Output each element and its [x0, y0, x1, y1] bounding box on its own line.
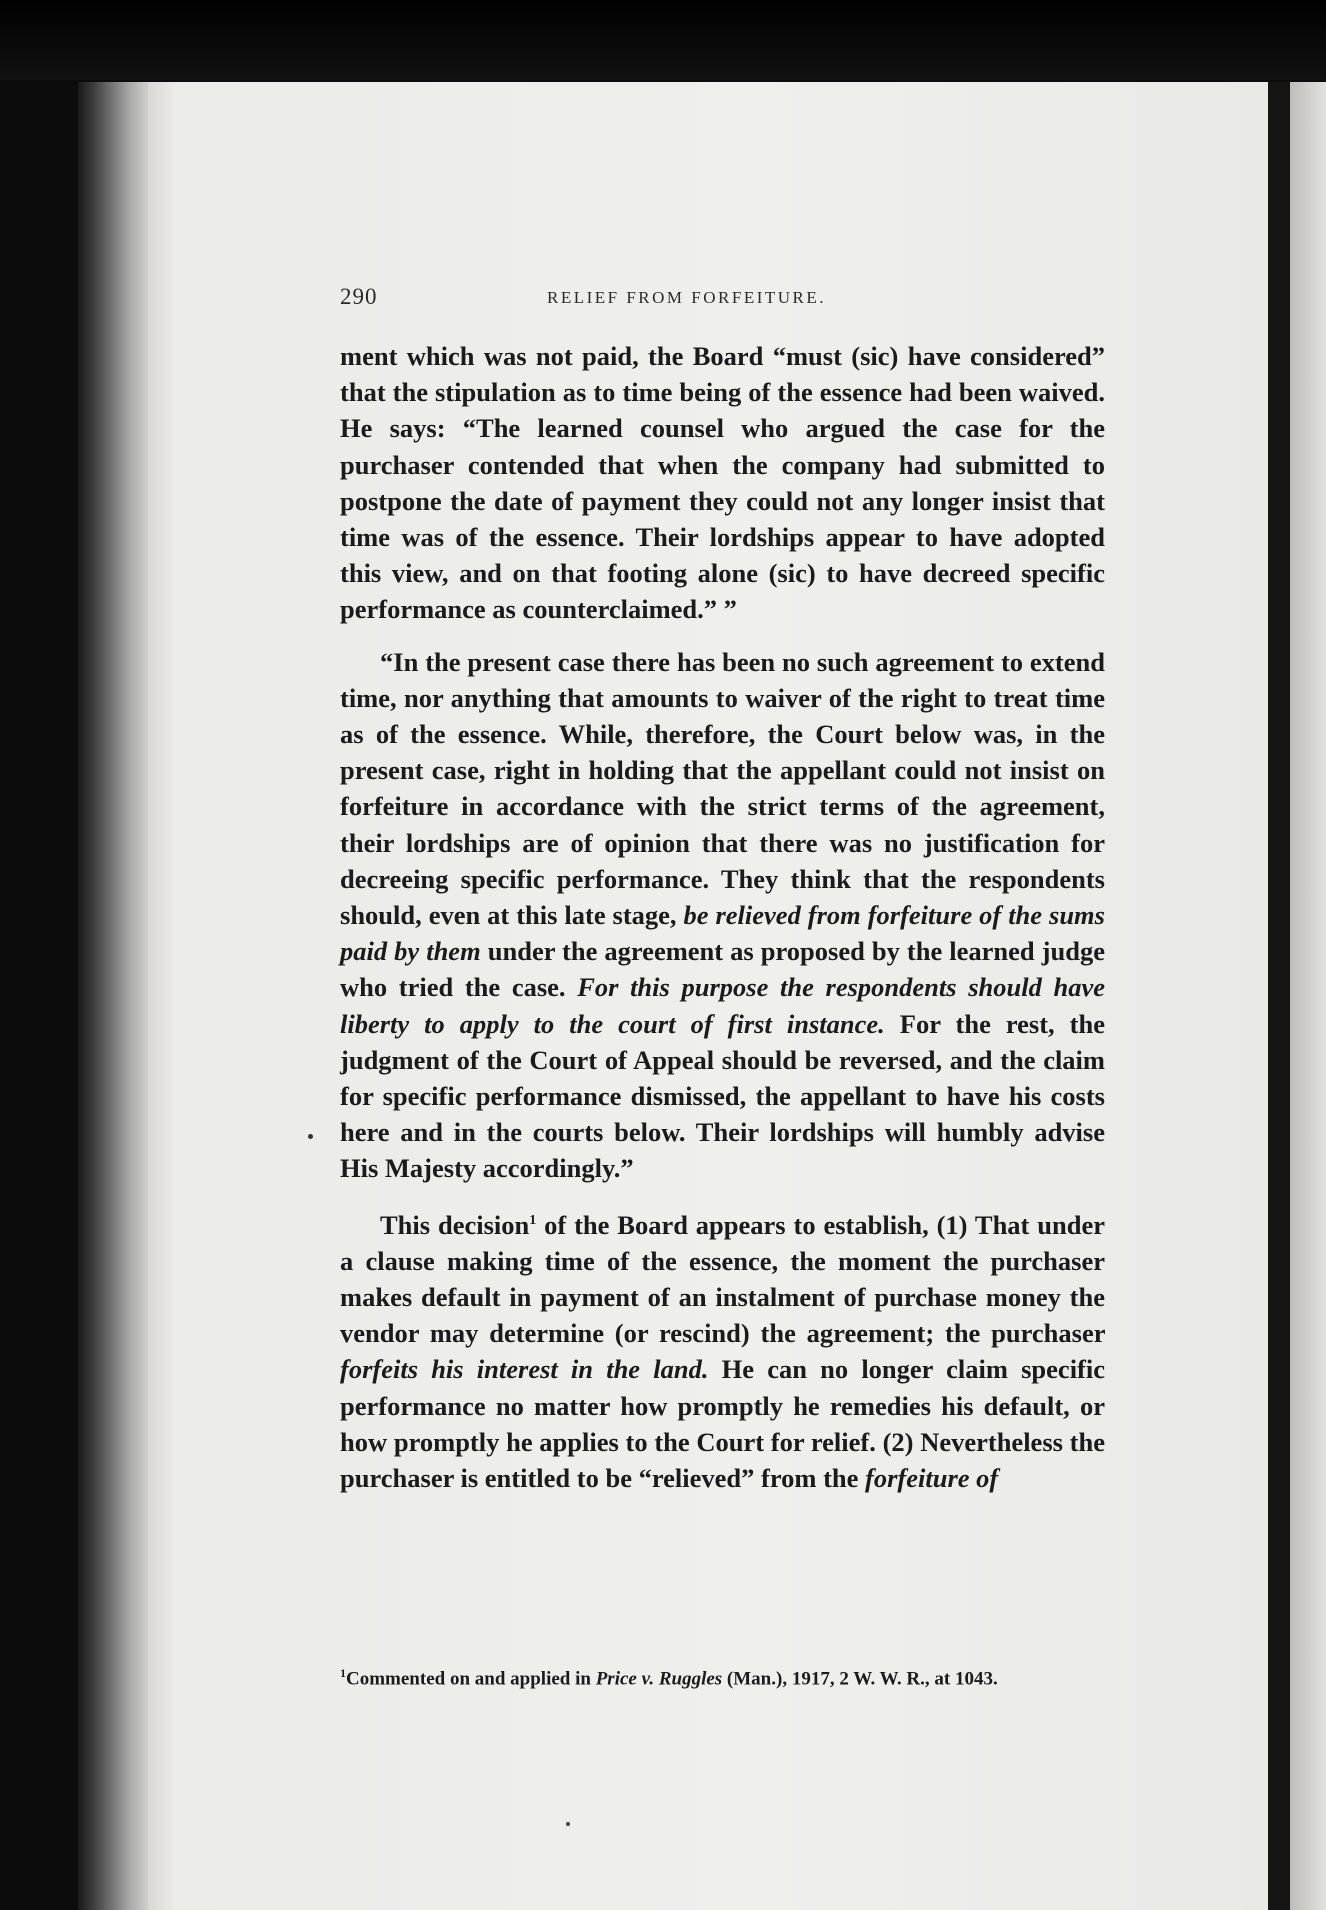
paragraph-3-italic-2: forfeiture of — [865, 1462, 999, 1493]
page-edge-shadow — [1268, 82, 1290, 1910]
paragraph-3-italic-1: forfeits his interest in the land. — [340, 1354, 709, 1385]
body-text — [340, 338, 1105, 1496]
paragraph-2-italic-1: be relieved from forfeiture of the sums paid by them — [340, 900, 1105, 967]
paragraph-3-text-a: This decision — [380, 1209, 530, 1240]
running-title: RELIEF FROM FORFEITURE. — [547, 288, 826, 307]
bottom-dot — [566, 1822, 570, 1826]
paragraph-3-text-c: He can no longer claim specific performance no matter how promptly he remedies his default, or how promptly he applies to the Court for relief. (2) Nevertheless the purchaser is entitled to be “relieved” from the — [340, 1354, 1106, 1493]
paragraph-2-text-c: For the rest, the judgment of the Court of Appeal should be reversed, and the claim for specific performance dismissed, the appellant to have his costs here and in the courts below. Their lordships will humbly advise His Majesty accordingly.” — [340, 1008, 1105, 1184]
running-head — [340, 284, 1140, 314]
footnote-reference: 1 — [529, 1212, 537, 1228]
paragraph-1-text: ment which was not paid, the Board “must (sic) have considered” that the stipulation as to time being of the essence had been waived. He says: “The learned counsel who argued the case for the purchaser contended that when the company had submitted to postpone the date of payment they could not any longer insist that time was of the essence. Their lordships appear to have adopted this view, and on that footing alone (sic) to have decreed specific performance as counterclaimed.” ” — [340, 341, 1105, 625]
paragraph-2 — [340, 644, 1105, 1187]
footnote-text-b: (Man.), 1917, 2 W. W. R., at 1043. — [726, 1668, 998, 1690]
scan-top-shadow — [0, 0, 1326, 80]
footnote-text-a: Commented on and applied in — [346, 1668, 591, 1690]
page-number: 290 — [340, 284, 378, 309]
footnote — [340, 1660, 1105, 1692]
paragraph-2-text-a: “In the present case there has been no such agreement to extend time, nor anything that amounts to waiver of the right to treat time as of the essence. While, therefore, the Court below was, in the present case, right in holding that the appellant could not insist on forfeiture in accordance with the strict terms of the agreement, their lordships are of opinion that there was no justification for decreeing specific performance. They think that the respondents should, even at this late stage, — [340, 646, 1105, 931]
paragraph-1 — [340, 338, 1105, 628]
paragraph-2-italic-2: For this purpose the respondents should have liberty to apply to the court of first instance. — [340, 972, 1105, 1039]
margin-dot — [308, 1134, 313, 1139]
adjacent-page-edge — [1290, 82, 1326, 1910]
footnote-case-name: Price v. Ruggles — [595, 1668, 723, 1690]
paragraph-3 — [340, 1203, 1105, 1496]
paragraph-2-text-b: under the agreement as proposed by the learned judge who tried the case. — [340, 936, 1105, 1003]
paragraph-3-text-b: of the Board appears to establish, (1) That under a clause making time of the essence, the moment the purchaser makes default in payment of an instalment of purchase money the vendor may determine (or rescind) the agreement; the purchaser — [340, 1209, 1105, 1349]
footnote-mark: 1 — [340, 1666, 346, 1680]
page-binding-gutter — [78, 82, 148, 1910]
